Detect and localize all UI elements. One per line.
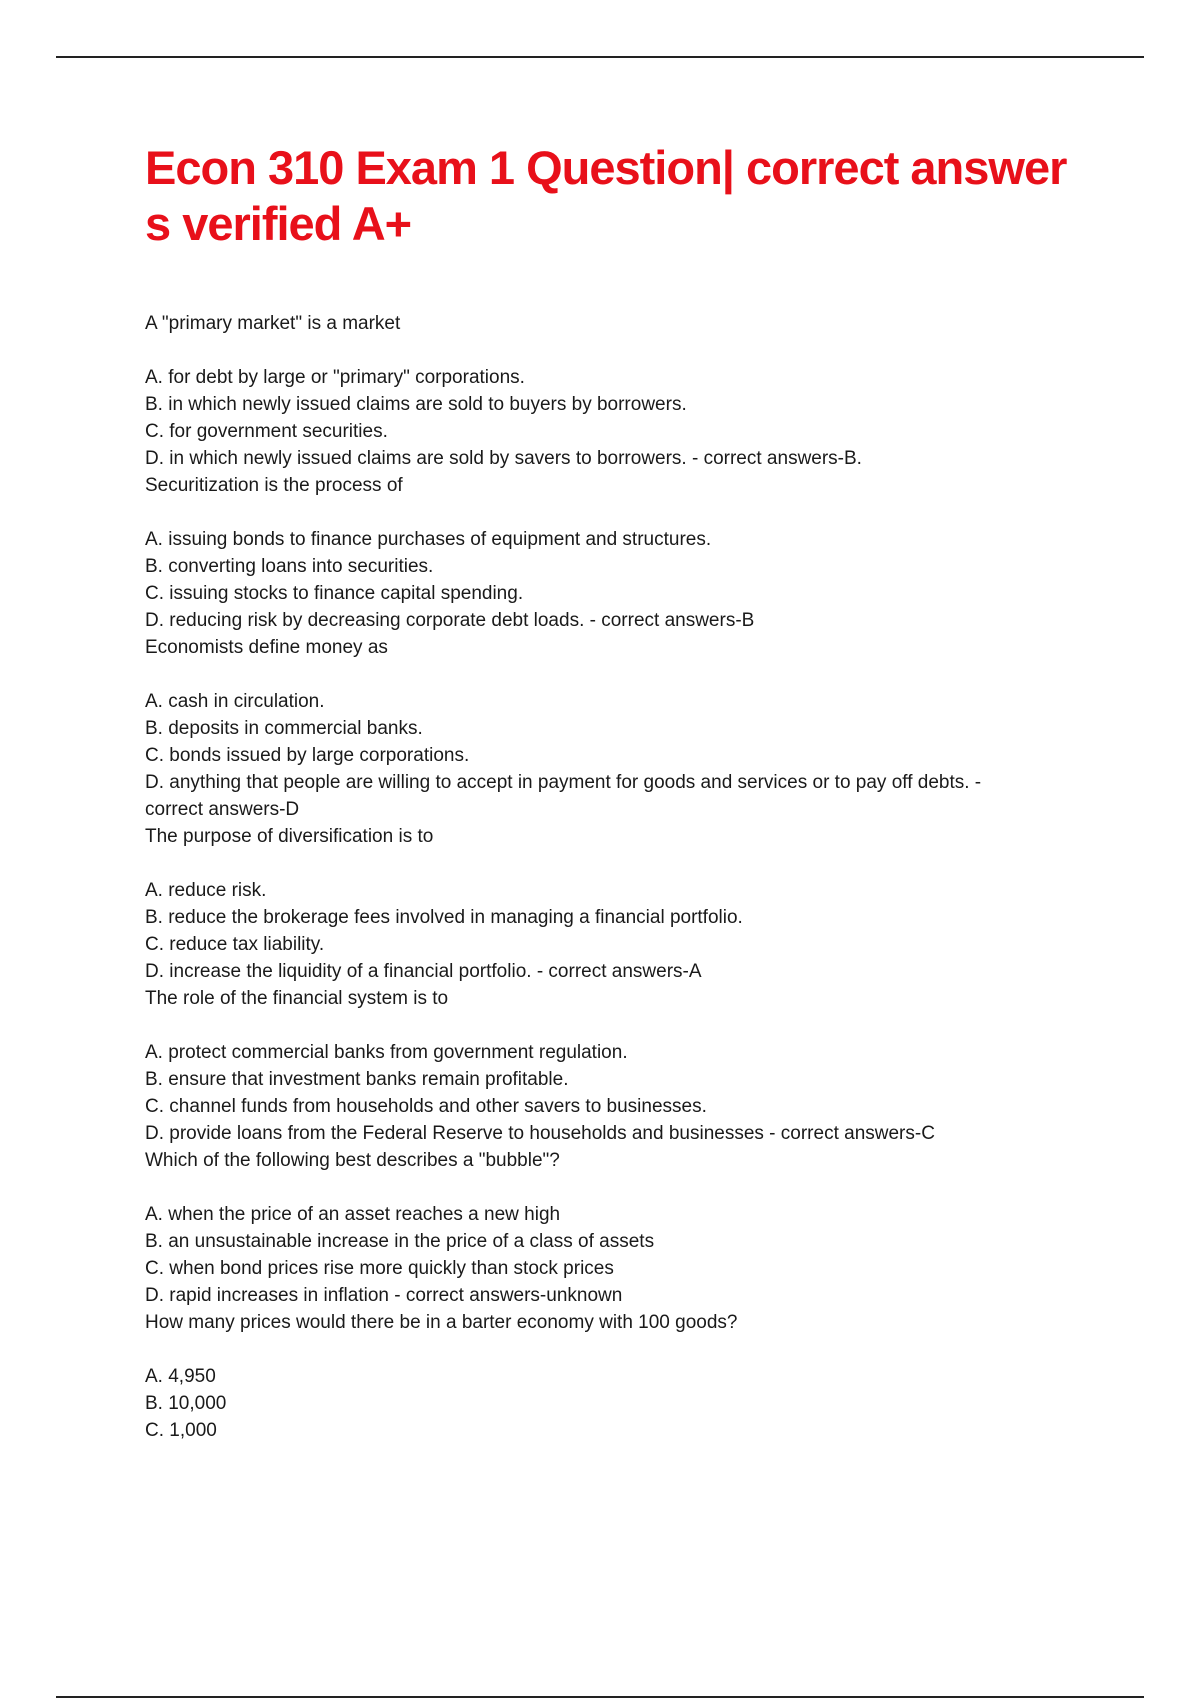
answer-option: C. bonds issued by large corporations. <box>145 745 470 766</box>
answer-option: C. channel funds from households and other savers to businesses. <box>145 1096 707 1117</box>
question-list <box>145 310 1025 1444</box>
answer-option: C. when bond prices rise more quickly than stock prices <box>145 1258 614 1279</box>
answer-option: B. ensure that investment banks remain profitable. <box>145 1069 569 1090</box>
answer-option: B. reduce the brokerage fees involved in managing a financial portfolio. <box>145 907 743 928</box>
answer-option: C. issuing stocks to finance capital spending. <box>145 583 524 604</box>
answer-option: B. 10,000 <box>145 1393 227 1414</box>
document-title: Econ 310 Exam 1 Question| correct answers verified A+ <box>145 141 1067 250</box>
answer-option: D. rapid increases in inflation - correct answers-unknown <box>145 1285 623 1306</box>
answer-option: A. protect commercial banks from government regulation. <box>145 1042 628 1063</box>
answer-option: B. converting loans into securities. <box>145 556 434 577</box>
question-prompt: The role of the financial system is to <box>145 988 449 1009</box>
answer-option: C. reduce tax liability. <box>145 934 325 955</box>
answer-option: D. provide loans from the Federal Reserve to households and businesses - correct answers-C <box>145 1123 935 1144</box>
question-prompt: The purpose of diversification is to <box>145 826 434 847</box>
question-prompt: Securitization is the process of <box>145 475 403 496</box>
answer-option: D. reducing risk by decreasing corporate debt loads. - correct answers-B <box>145 610 755 631</box>
answer-option: A. issuing bonds to finance purchases of equipment and structures. <box>145 529 712 550</box>
answer-option: B. an unsustainable increase in the price of a class of assets <box>145 1231 655 1252</box>
answer-option: D. in which newly issued claims are sold by savers to borrowers. - correct answers-B. <box>145 448 862 469</box>
top-rule <box>56 56 1144 58</box>
answer-option: A. for debt by large or "primary" corporations. <box>145 367 525 388</box>
answer-option: A. cash in circulation. <box>145 691 325 712</box>
answer-option: D. increase the liquidity of a financial portfolio. - correct answers-A <box>145 961 702 982</box>
answer-option: B. deposits in commercial banks. <box>145 718 423 739</box>
question-prompt: Which of the following best describes a "bubble"? <box>145 1150 560 1171</box>
answer-option: B. in which newly issued claims are sold to buyers by borrowers. <box>145 394 687 415</box>
answer-option: C. 1,000 <box>145 1420 217 1441</box>
question-prompt: Economists define money as <box>145 637 388 658</box>
answer-option: A. 4,950 <box>145 1366 216 1387</box>
answer-option: A. reduce risk. <box>145 880 267 901</box>
bottom-rule <box>56 1696 1144 1698</box>
question-prompt: A "primary market" is a market <box>145 313 401 334</box>
answer-option: A. when the price of an asset reaches a new high <box>145 1204 561 1225</box>
answer-option: D. anything that people are willing to accept in payment for goods and services or to pay off debts. - correct answers-D <box>145 772 982 820</box>
question-prompt: How many prices would there be in a barter economy with 100 goods? <box>145 1312 738 1333</box>
answer-option: C. for government securities. <box>145 421 388 442</box>
